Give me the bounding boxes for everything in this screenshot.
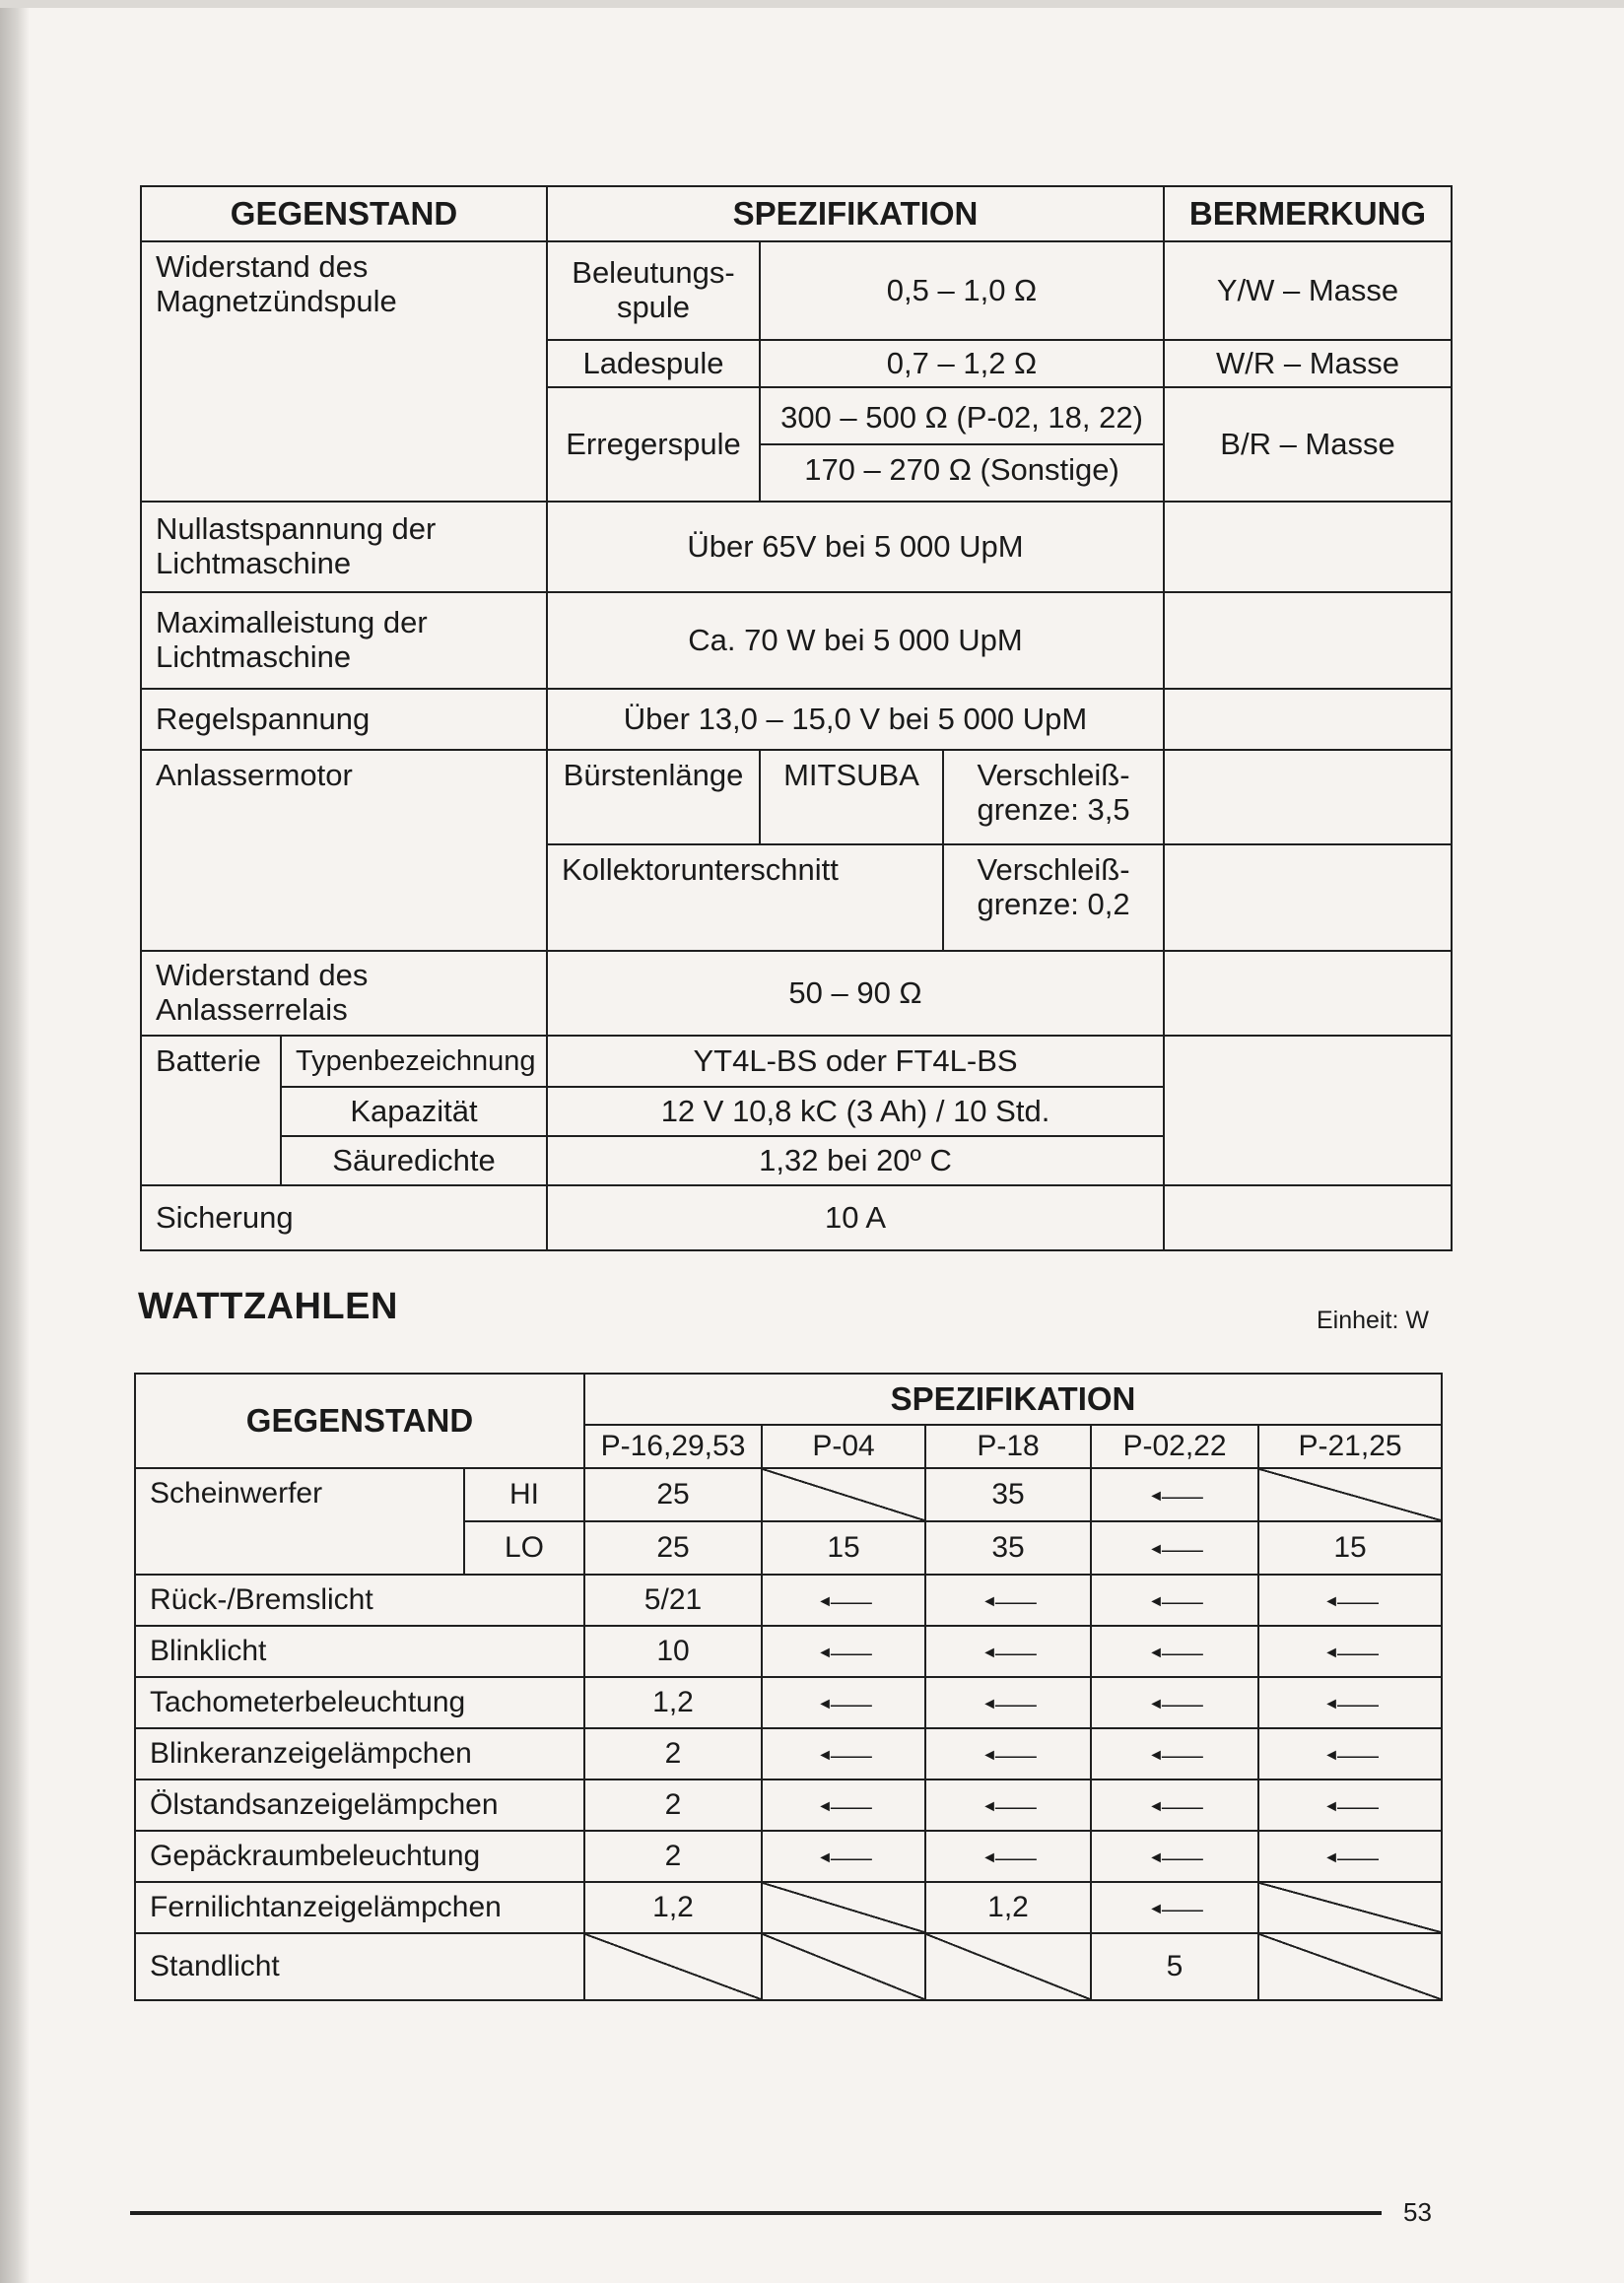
erreger-value-2: 170 – 270 Ω (Sonstige) bbox=[761, 443, 1163, 488]
typ-value: YT4L-BS oder FT4L-BS bbox=[547, 1036, 1164, 1087]
left-arrow-icon bbox=[1323, 1841, 1377, 1871]
scheinwerfer-item: Scheinwerfer bbox=[135, 1468, 464, 1575]
wattage-row-same-cell bbox=[1091, 1626, 1258, 1677]
left-arrow-icon bbox=[1148, 1479, 1201, 1510]
wattage-row-same-cell bbox=[762, 1831, 925, 1882]
buerste-name: Bürstenlänge bbox=[547, 750, 760, 844]
relais-note bbox=[1164, 951, 1452, 1036]
model-col-1: P-16,29,53 bbox=[584, 1425, 762, 1468]
beleuchtung-note: Y/W – Masse bbox=[1164, 241, 1452, 340]
lade-note: W/R – Masse bbox=[1164, 340, 1452, 387]
left-arrow-icon bbox=[1148, 1584, 1201, 1615]
left-arrow-icon bbox=[981, 1636, 1035, 1666]
buerste-limit: Verschleiß-grenze: 3,5 bbox=[943, 750, 1164, 844]
kollektor-note bbox=[1164, 844, 1452, 951]
standlicht-item: Standlicht bbox=[135, 1933, 584, 2000]
erreger-name: Erregerspule bbox=[547, 387, 760, 502]
relais-value: 50 – 90 Ω bbox=[547, 951, 1164, 1036]
wattage-row-same-cell bbox=[762, 1728, 925, 1779]
fernlicht-v1: 1,2 bbox=[584, 1882, 762, 1933]
wattage-row bbox=[135, 1831, 1442, 1882]
wattage-row-same-cell bbox=[1258, 1831, 1442, 1882]
wattage-row-same-cell bbox=[1258, 1677, 1442, 1728]
fernlicht-v4-same bbox=[1091, 1882, 1258, 1933]
wattage-row-same-cell bbox=[762, 1626, 925, 1677]
hi-v3: 35 bbox=[925, 1468, 1091, 1521]
nullast-value: Über 65V bei 5 000 UpM bbox=[547, 502, 1164, 592]
wattage-row-value: 5/21 bbox=[584, 1575, 762, 1626]
fernlicht-v5-na bbox=[1258, 1882, 1442, 1933]
lo-v1: 25 bbox=[584, 1521, 762, 1575]
wattage-row bbox=[135, 1728, 1442, 1779]
left-arrow-icon bbox=[817, 1841, 870, 1871]
left-arrow-icon bbox=[817, 1636, 870, 1666]
model-col-2: P-04 bbox=[762, 1425, 925, 1468]
wattage-table bbox=[134, 1373, 1443, 2001]
wattage-row-same-cell bbox=[1091, 1728, 1258, 1779]
hi-v1: 25 bbox=[584, 1468, 762, 1521]
electrical-spec-table bbox=[140, 185, 1453, 1251]
fernlicht-item: Fernilichtanzeigelämpchen bbox=[135, 1882, 584, 1933]
lo-label: LO bbox=[464, 1521, 584, 1575]
wattage-row-same-cell bbox=[1091, 1831, 1258, 1882]
nullast-note bbox=[1164, 502, 1452, 592]
typ-name: Typenbezeichnung bbox=[281, 1036, 547, 1087]
wattage-row-same-cell bbox=[1091, 1779, 1258, 1831]
left-arrow-icon bbox=[981, 1584, 1035, 1615]
left-arrow-icon bbox=[1323, 1636, 1377, 1666]
fernlicht-v3: 1,2 bbox=[925, 1882, 1091, 1933]
wattage-row-value: 10 bbox=[584, 1626, 762, 1677]
book-spine-shadow bbox=[0, 0, 30, 2283]
wattage-row bbox=[135, 1626, 1442, 1677]
kap-value: 12 V 10,8 kC (3 Ah) / 10 Std. bbox=[547, 1087, 1164, 1136]
wattage-row-same-cell bbox=[1091, 1575, 1258, 1626]
nullast-item: Nullastspannung der Lichtmaschine bbox=[141, 502, 547, 592]
hi-v4-same bbox=[1091, 1468, 1258, 1521]
left-arrow-icon bbox=[1323, 1584, 1377, 1615]
regel-note bbox=[1164, 689, 1452, 750]
page-top-edge bbox=[0, 0, 1624, 8]
batterie-item: Batterie bbox=[141, 1036, 281, 1185]
left-arrow-icon bbox=[1323, 1789, 1377, 1820]
wattage-row-same-cell bbox=[925, 1626, 1091, 1677]
wattage-row bbox=[135, 1575, 1442, 1626]
t2-header-spezifikation: SPEZIFIKATION bbox=[584, 1374, 1442, 1425]
standlicht-v5-na bbox=[1258, 1933, 1442, 2000]
wattage-row-same-cell bbox=[1258, 1779, 1442, 1831]
wattage-row-same-cell bbox=[925, 1677, 1091, 1728]
saeure-name: Säuredichte bbox=[281, 1136, 547, 1185]
header-gegenstand: GEGENSTAND bbox=[141, 186, 547, 241]
maxleistung-note bbox=[1164, 592, 1452, 689]
hi-label: HI bbox=[464, 1468, 584, 1521]
wattage-row-same-cell bbox=[762, 1575, 925, 1626]
model-col-4: P-02,22 bbox=[1091, 1425, 1258, 1468]
wattage-row-value: 1,2 bbox=[584, 1677, 762, 1728]
left-arrow-icon bbox=[981, 1687, 1035, 1717]
wattage-row-item: Rück-/Bremslicht bbox=[135, 1575, 584, 1626]
wattage-row bbox=[135, 1677, 1442, 1728]
magnet-item: Widerstand des Magnetzündspule bbox=[141, 241, 547, 502]
standlicht-v4: 5 bbox=[1091, 1933, 1258, 2000]
wattage-row-item: Tachometerbeleuchtung bbox=[135, 1677, 584, 1728]
wattage-row-same-cell bbox=[1258, 1626, 1442, 1677]
wattage-row-value: 2 bbox=[584, 1728, 762, 1779]
left-arrow-icon bbox=[981, 1738, 1035, 1769]
wattage-row-same-cell bbox=[925, 1728, 1091, 1779]
left-arrow-icon bbox=[817, 1738, 870, 1769]
wattage-row-item: Blinklicht bbox=[135, 1626, 584, 1677]
erreger-values bbox=[760, 387, 1164, 502]
wattage-row-same-cell bbox=[1091, 1677, 1258, 1728]
wattage-row-same-cell bbox=[762, 1677, 925, 1728]
header-spezifikation: SPEZIFIKATION bbox=[547, 186, 1164, 241]
left-arrow-icon bbox=[1323, 1687, 1377, 1717]
lade-name: Ladespule bbox=[547, 340, 760, 387]
standlicht-v2-na bbox=[762, 1933, 925, 2000]
wattage-row-item: Ölstandsanzeigelämpchen bbox=[135, 1779, 584, 1831]
left-arrow-icon bbox=[1148, 1687, 1201, 1717]
maxleistung-item: Maximalleistung der Lichtmaschine bbox=[141, 592, 547, 689]
wattage-row-same-cell bbox=[925, 1575, 1091, 1626]
sicherung-value: 10 A bbox=[547, 1185, 1164, 1250]
wattage-row-value: 2 bbox=[584, 1779, 762, 1831]
t2-header-gegenstand: GEGENSTAND bbox=[135, 1374, 584, 1468]
saeure-value: 1,32 bei 20º C bbox=[547, 1136, 1164, 1185]
standlicht-v1-na bbox=[584, 1933, 762, 2000]
header-bemerkung: BERMERKUNG bbox=[1164, 186, 1452, 241]
left-arrow-icon bbox=[817, 1584, 870, 1615]
lo-v2: 15 bbox=[762, 1521, 925, 1575]
wattage-row-same-cell bbox=[762, 1779, 925, 1831]
erreger-value-1: 300 – 500 Ω (P-02, 18, 22) bbox=[780, 400, 1143, 436]
left-arrow-icon bbox=[1148, 1532, 1201, 1563]
lade-value: 0,7 – 1,2 Ω bbox=[760, 340, 1164, 387]
left-arrow-icon bbox=[1148, 1892, 1201, 1922]
model-col-5: P-21,25 bbox=[1258, 1425, 1442, 1468]
relais-item: Widerstand des Anlasserrelais bbox=[141, 951, 547, 1036]
beleuchtung-value: 0,5 – 1,0 Ω bbox=[760, 241, 1164, 340]
erreger-note: B/R – Masse bbox=[1164, 387, 1452, 502]
buerste-brand: MITSUBA bbox=[760, 750, 943, 844]
fernlicht-v2-na bbox=[762, 1882, 925, 1933]
kap-name: Kapazität bbox=[281, 1087, 547, 1136]
standlicht-v3-na bbox=[925, 1933, 1091, 2000]
hi-v5-na bbox=[1258, 1468, 1442, 1521]
buerste-note bbox=[1164, 750, 1452, 844]
section-title: WATTZAHLEN bbox=[138, 1286, 398, 1327]
kollektor-limit: Verschleiß-grenze: 0,2 bbox=[943, 844, 1164, 951]
lo-v4-same bbox=[1091, 1521, 1258, 1575]
left-arrow-icon bbox=[1148, 1738, 1201, 1769]
regel-value: Über 13,0 – 15,0 V bei 5 000 UpM bbox=[547, 689, 1164, 750]
wattage-row-item: Blinkeranzeigelämpchen bbox=[135, 1728, 584, 1779]
hi-v2-na bbox=[762, 1468, 925, 1521]
anlasser-item: Anlassermotor bbox=[141, 750, 547, 951]
wattage-row-value: 2 bbox=[584, 1831, 762, 1882]
batterie-note bbox=[1164, 1036, 1452, 1185]
wattage-row-same-cell bbox=[925, 1779, 1091, 1831]
sicherung-note bbox=[1164, 1185, 1452, 1250]
wattage-row-item: Gepäckraumbeleuchtung bbox=[135, 1831, 584, 1882]
wattage-row bbox=[135, 1779, 1442, 1831]
footer-rule bbox=[130, 2211, 1382, 2215]
unit-label: Einheit: W bbox=[1317, 1307, 1429, 1334]
left-arrow-icon bbox=[1148, 1841, 1201, 1871]
model-col-3: P-18 bbox=[925, 1425, 1091, 1468]
left-arrow-icon bbox=[1323, 1738, 1377, 1769]
beleuchtung-name: Beleutungs-spule bbox=[547, 241, 760, 340]
left-arrow-icon bbox=[981, 1789, 1035, 1820]
left-arrow-icon bbox=[1148, 1636, 1201, 1666]
maxleistung-value: Ca. 70 W bei 5 000 UpM bbox=[547, 592, 1164, 689]
regel-item: Regelspannung bbox=[141, 689, 547, 750]
lo-v5: 15 bbox=[1258, 1521, 1442, 1575]
left-arrow-icon bbox=[1148, 1789, 1201, 1820]
left-arrow-icon bbox=[981, 1841, 1035, 1871]
wattage-row-same-cell bbox=[1258, 1728, 1442, 1779]
wattage-row-same-cell bbox=[1258, 1575, 1442, 1626]
wattage-row-same-cell bbox=[925, 1831, 1091, 1882]
kollektor-name: Kollektorunterschnitt bbox=[547, 844, 943, 951]
sicherung-item: Sicherung bbox=[141, 1185, 547, 1250]
page-number: 53 bbox=[1403, 2197, 1432, 2227]
left-arrow-icon bbox=[817, 1789, 870, 1820]
lo-v3: 35 bbox=[925, 1521, 1091, 1575]
left-arrow-icon bbox=[817, 1687, 870, 1717]
